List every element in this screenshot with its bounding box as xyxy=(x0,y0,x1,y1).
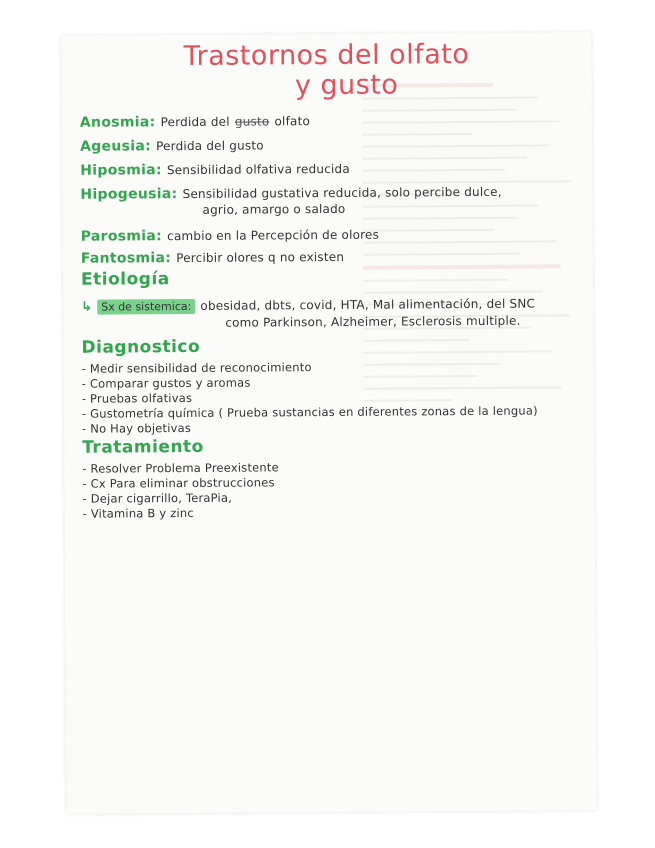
definition-text: Perdida del xyxy=(160,114,230,130)
etiologia-text: obesidad, dbts, covid, HTA, Mal alimentación, del SNC xyxy=(200,296,536,313)
term-label: Hipogeusia: xyxy=(80,186,178,203)
definition-fantosmia xyxy=(81,246,344,267)
definition-text: Percibir olores q no existen xyxy=(176,249,345,266)
heading-tratamiento: Tratamiento xyxy=(82,436,204,458)
notebook-page xyxy=(61,32,596,814)
term-label: Ageusia: xyxy=(80,138,152,155)
term-label: Fantosmia: xyxy=(80,250,172,267)
list-item: - No Hay objetivas xyxy=(81,420,192,436)
arrow-icon: ↳ xyxy=(81,299,93,315)
definition-text: cambio en la Percepción de olores xyxy=(167,227,380,244)
page-title-line1: Trastornos del olfato xyxy=(183,39,470,73)
list-item: - Medir sensibilidad de reconocimiento xyxy=(81,360,312,376)
etiologia-line xyxy=(81,293,535,315)
list-item: - Gustometría química ( Prueba sustancias en diferentes zonas de la lengua) xyxy=(81,403,538,421)
definition-text: Perdida del gusto xyxy=(156,138,264,154)
list-item: - Resolver Problema Preexistente xyxy=(82,460,279,476)
definition-anosmia xyxy=(80,110,310,131)
definition-parosmia xyxy=(81,224,380,245)
definition-hipogeusia xyxy=(80,181,501,203)
list-item: - Dejar cigarrillo, TeraPia, xyxy=(82,490,233,506)
definition-text: Sensibilidad olfativa reducida xyxy=(166,161,350,178)
term-label: Anosmia: xyxy=(79,114,156,131)
page-title-line2: y gusto xyxy=(294,69,399,102)
definition-ageusia xyxy=(80,134,264,154)
etiologia-text-cont: como Parkinson, Alzheimer, Esclerosis multiple. xyxy=(225,313,521,330)
heading-diagnostico: Diagnostico xyxy=(81,336,201,358)
list-item: - Vitamina B y zinc xyxy=(82,505,194,521)
list-item: - Comparar gustos y aromas xyxy=(81,375,251,391)
bleed-through-text xyxy=(362,72,586,714)
definition-text-end: olfato xyxy=(274,114,311,129)
struck-word: gusto xyxy=(234,114,270,129)
definition-text: Sensibilidad gustativa reducida, solo percibe dulce, xyxy=(182,184,502,202)
definition-hiposmia xyxy=(80,158,350,179)
definition-hipogeusia-cont: agrio, amargo o salado xyxy=(202,201,346,217)
term-label: Parosmia: xyxy=(80,228,163,245)
highlighted-label: Sx de sistemica: xyxy=(97,299,195,315)
term-label: Hiposmia: xyxy=(80,162,162,179)
heading-etiologia: Etiología xyxy=(80,269,170,290)
list-item: - Cx Para eliminar obstrucciones xyxy=(82,475,275,491)
list-item: - Pruebas olfativas xyxy=(81,390,193,406)
